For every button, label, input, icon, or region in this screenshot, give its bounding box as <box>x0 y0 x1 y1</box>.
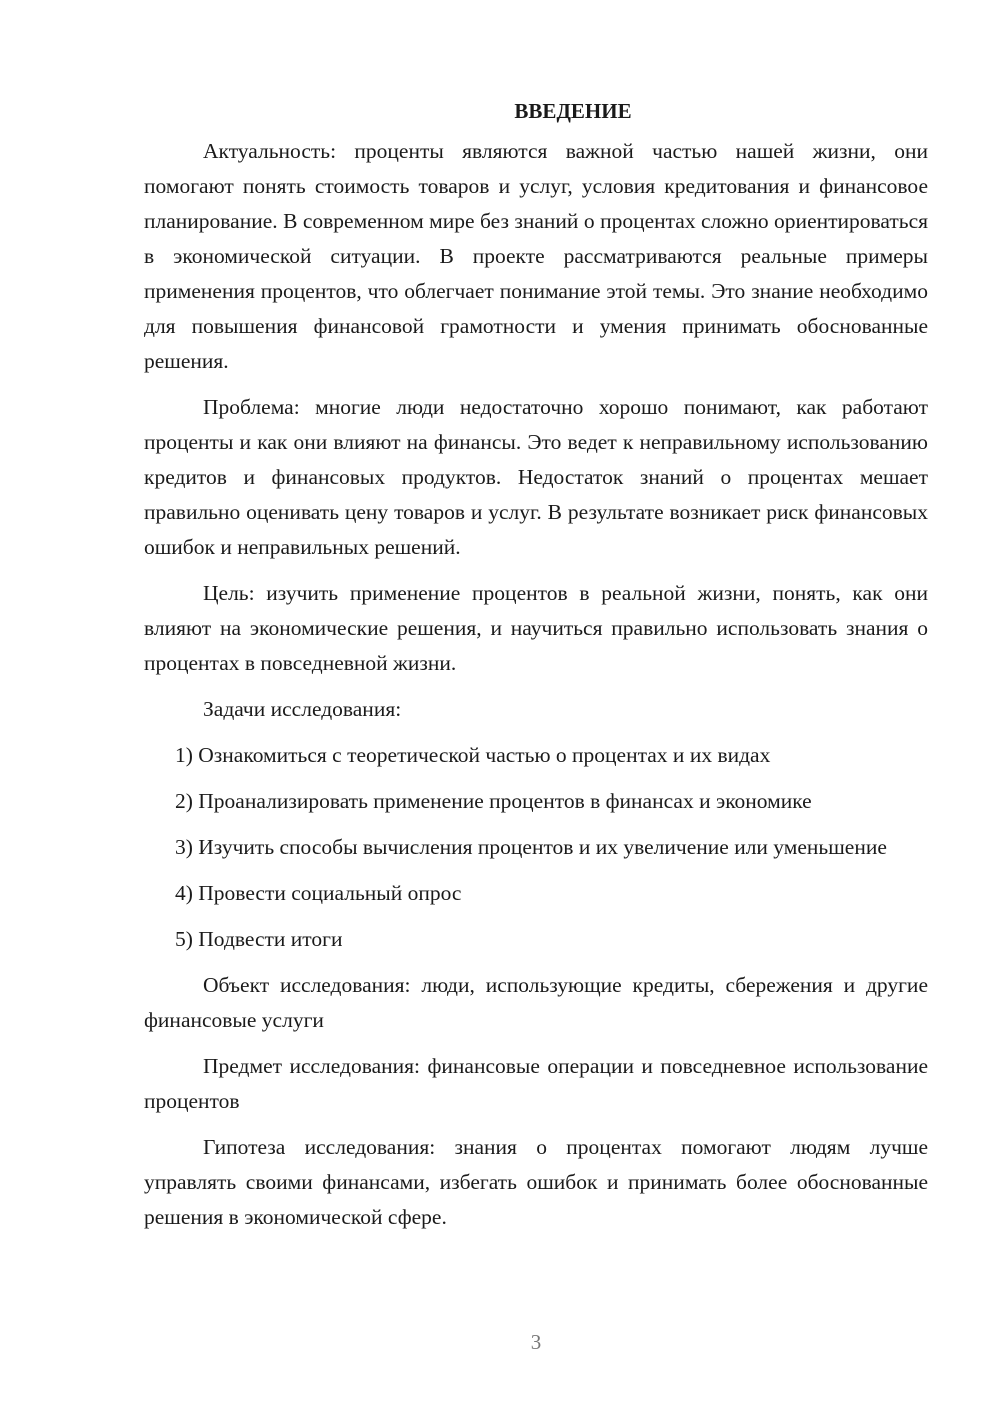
task-item-1: 1) Ознакомиться с теоретической частью о процентах и их видах <box>175 743 771 767</box>
task-item-4: 4) Провести социальный опрос <box>175 881 462 905</box>
task-item-2: 2) Проанализировать применение процентов в финансах и экономике <box>175 789 812 813</box>
hypothesis-paragraph: Гипотеза исследования: знания о процентах помогают людям лучше управлять своими финансами, избегать ошибок и принимать более обоснованные решения в экономической сфере. <box>144 1135 928 1229</box>
tasks-heading: Задачи исследования: <box>203 697 402 721</box>
document-page <box>144 96 928 1246</box>
object-paragraph: Объект исследования: люди, использующие кредиты, сбережения и другие финансовые услуги <box>144 973 928 1032</box>
section-title: ВВЕДЕНИЕ <box>514 99 632 123</box>
task-item-3: 3) Изучить способы вычисления процентов и их увеличение или уменьшение <box>175 835 887 859</box>
task-item-5: 5) Подвести итоги <box>175 927 343 951</box>
relevance-paragraph: Актуальность: проценты являются важной частью нашей жизни, они помогают понять стоимость товаров и услуг, условия кредитования и финансовое планирование. В современном мире без знаний о процентах сложно ориентироваться в экономической ситуации. В проекте рассматриваются реальные примеры применения процентов, что облегчает понимание этой темы. Это знание необходимо для повышения финансовой грамотности и умения принимать обоснованные решения. <box>144 139 928 373</box>
goal-paragraph: Цель: изучить применение процентов в реальной жизни, понять, как они влияют на экономические решения, и научиться правильно использовать знания о процентах в повседневной жизни. <box>144 581 928 675</box>
subject-paragraph: Предмет исследования: финансовые операции и повседневное использование процентов <box>144 1054 928 1113</box>
problem-paragraph: Проблема: многие люди недостаточно хорошо понимают, как работают проценты и как они влияют на финансы. Это ведет к неправильному использованию кредитов и финансовых продуктов. Недостаток знаний о процентах мешает правильно оценивать цену товаров и услуг. В результате возникает риск финансовых ошибок и неправильных решений. <box>144 395 928 559</box>
page-number: 3 <box>530 1330 542 1354</box>
